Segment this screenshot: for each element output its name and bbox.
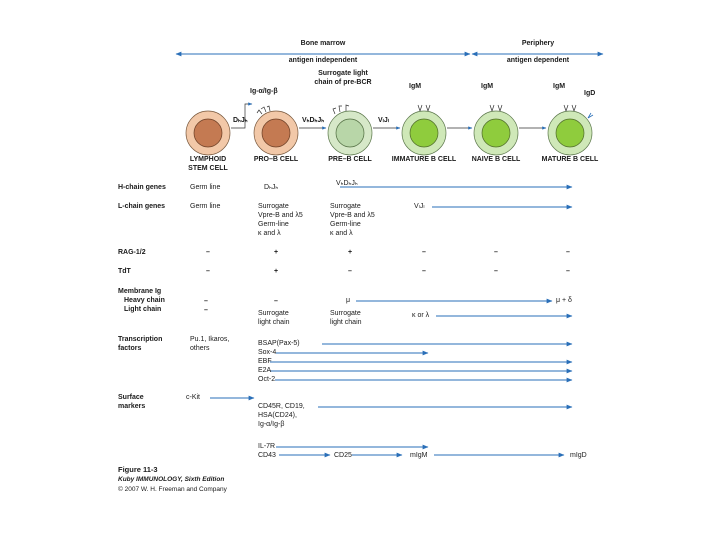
vl-jl-annotation: VₗJₗ [378, 117, 389, 124]
rag-value-6: – [566, 249, 570, 256]
lymphoid-label: LYMPHOID [189, 156, 227, 163]
vh-dh-jh-annotation: VₕDₕJₕ [302, 117, 325, 124]
marker-cd43: CD43 [258, 452, 276, 459]
l-chain-pro-surrogate: Surrogate [258, 203, 289, 210]
light-chain-pre-light: light chain [330, 319, 362, 326]
light-chain-kappa-or-lambda: κ or λ [412, 312, 430, 319]
heavy-chain-mu: μ [346, 297, 351, 304]
l-chain-germline: Germ line [190, 203, 221, 210]
lymphoid-stem-cell-icon [186, 111, 230, 155]
marker-migm: mIgM [410, 452, 428, 459]
rag-label: RAG-1/2 [118, 249, 146, 256]
tf-bsap: BSAP(Pax-5) [258, 340, 300, 347]
mature-b-cell-label: MATURE B CELL [541, 156, 599, 163]
pre-bcr-label: chain of pre-BCR [314, 79, 372, 86]
immature-b-cell-label: IMMATURE B CELL [391, 156, 457, 163]
l-chain-pre-vpreb: Vpre-B and λ5 [330, 212, 375, 219]
ig-alpha-beta-label: Ig-α/Ig-β [250, 88, 278, 95]
marker-hsa: HSA(CD24), [258, 412, 297, 419]
l-chain-pre-germline: Germ-line [330, 221, 361, 228]
rag-value-2: + [274, 249, 279, 256]
light-chain-stem: – [204, 307, 208, 314]
l-chain-pre-surrogate: Surrogate [330, 203, 361, 210]
tf-sox4: Sox-4 [258, 349, 277, 356]
h-chain-dhjh: DₕJₕ [264, 184, 279, 191]
rag-value-4: – [422, 249, 426, 256]
h-chain-vhdhjh: VₕDₕJₕ [336, 180, 358, 187]
pre-b-cell-label: PRE–B CELL [328, 156, 372, 163]
tdt-value-2: + [274, 268, 279, 275]
mature-b-cell-icon [548, 105, 593, 155]
igm-label-3: IgM [553, 83, 566, 90]
heavy-chain-stem: – [204, 298, 208, 305]
light-chain-pro-light: light chain [258, 319, 290, 326]
rag-value-5: – [494, 249, 498, 256]
figure-caption-copyright: © 2007 W. H. Freeman and Company [118, 486, 227, 493]
tdt-value-4: – [422, 268, 426, 275]
pro-b-cell-label: PRO–B CELL [253, 156, 299, 163]
figure-caption-title: Figure 11-3 [118, 465, 158, 474]
rag-value-3: + [348, 249, 353, 256]
tdt-value-5: – [494, 268, 498, 275]
figure-caption-book: Kuby IMMUNOLOGY, Sixth Edition [118, 476, 225, 483]
tdt-value-3: – [348, 268, 352, 275]
l-chain-pro-kappa-lambda: κ and λ [258, 230, 281, 237]
h-chain-germline: Germ line [190, 184, 221, 191]
heavy-chain-mu-delta: μ + δ [556, 297, 572, 304]
stem-cell-label: STEM CELL [188, 165, 228, 172]
light-chain-label: Light chain [124, 306, 162, 313]
h-chain-genes-label: H-chain genes [118, 184, 166, 191]
dh-jh-annotation: DₕJₕ [233, 117, 248, 124]
rag-value-1: – [206, 249, 210, 256]
marker-ckit: c-Kit [186, 394, 200, 401]
light-chain-pre-surrogate: Surrogate [330, 310, 361, 317]
surface-label: Surface [118, 394, 144, 401]
tf-oct2: Oct-2 [258, 376, 276, 383]
igm-label-1: IgM [409, 83, 422, 90]
l-chain-genes-label: L-chain genes [118, 203, 166, 210]
pro-b-cell-icon [254, 106, 298, 155]
marker-cd25: CD25 [334, 452, 352, 459]
light-chain-pro-surrogate: Surrogate [258, 310, 289, 317]
l-chain-pro-vpreb: Vpre-B and λ5 [258, 212, 303, 219]
marker-il7r: IL-7R [258, 443, 276, 450]
naive-b-cell-label: NAIVE B CELL [471, 156, 521, 163]
surrogate-light-label: Surrogate light [318, 70, 368, 77]
tf-ebf: EBF [258, 358, 272, 365]
heavy-chain-pro: – [274, 298, 278, 305]
marker-migd: mIgD [570, 452, 587, 459]
tdt-value-6: – [566, 268, 570, 275]
tf-pu1-ikaros: Pu.1, Ikaros, [190, 336, 230, 343]
antigen-dependent-label: antigen dependent [506, 57, 570, 64]
marker-ig-alpha-beta: Ig-α/Ig-β [258, 421, 285, 428]
membrane-ig-label: Membrane Ig [118, 288, 162, 295]
l-chain-vljl: VₗJₗ [414, 203, 425, 210]
periphery-label: Periphery [521, 40, 555, 47]
factors-label: factors [118, 345, 142, 352]
l-chain-pro-germline: Germ-line [258, 221, 289, 228]
l-chain-pre-kappa-lambda: κ and λ [330, 230, 353, 237]
marker-cd45r-cd19: CD45R, CD19, [258, 403, 305, 410]
igm-label-2: IgM [481, 83, 494, 90]
tdt-label: TdT [118, 268, 131, 275]
tf-e2a: E2A [258, 367, 272, 374]
bone-marrow-label: Bone marrow [300, 40, 346, 47]
heavy-chain-label: Heavy chain [124, 297, 165, 304]
immature-b-cell-icon [402, 105, 446, 155]
transcription-label: Transcription [118, 336, 163, 343]
markers-label: markers [118, 403, 146, 410]
antigen-independent-label: antigen independent [288, 57, 358, 64]
igd-label: IgD [584, 90, 596, 97]
tdt-value-1: – [206, 268, 210, 275]
naive-b-cell-icon [474, 105, 518, 155]
tf-others: others [190, 345, 210, 352]
pre-b-cell-icon [328, 105, 372, 155]
